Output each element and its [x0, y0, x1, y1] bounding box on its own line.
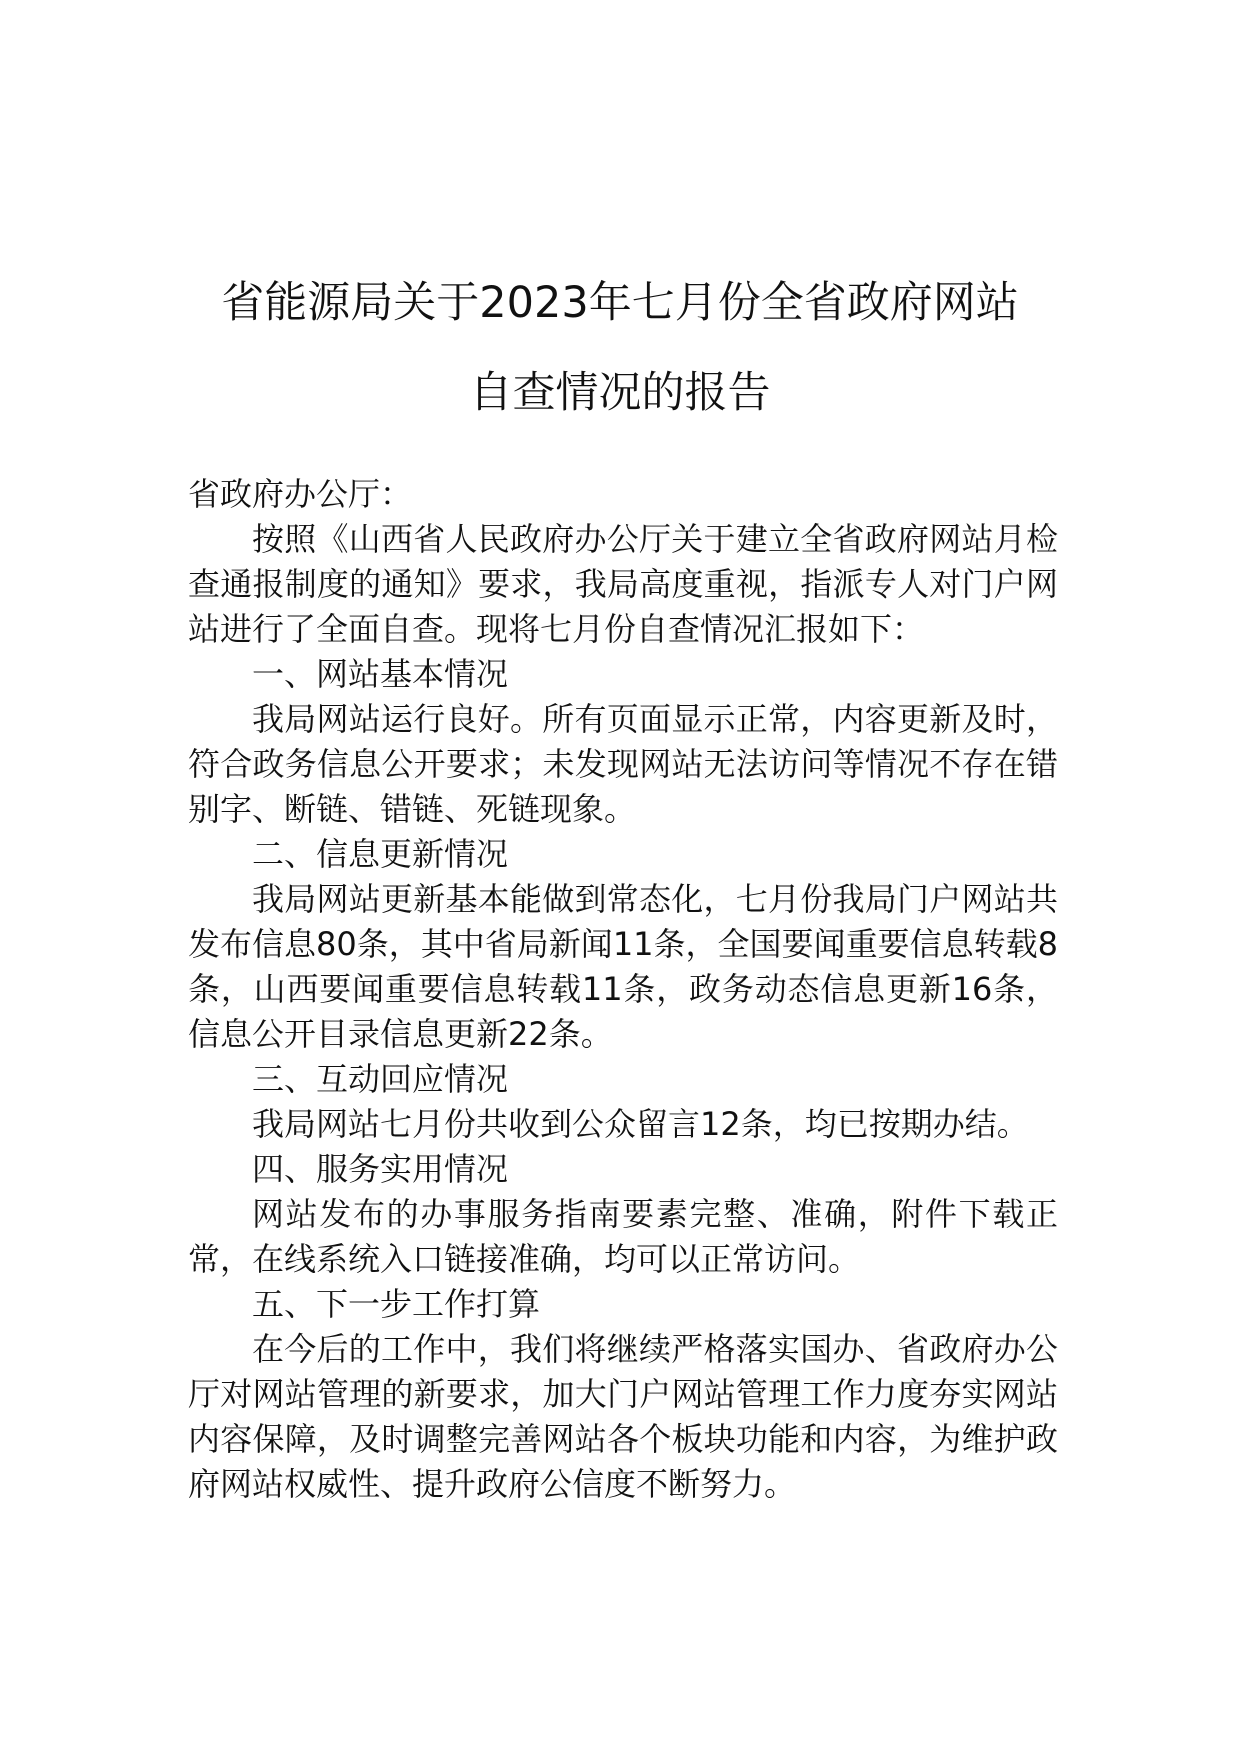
section-heading-2: 二、信息更新情况 [252, 835, 509, 873]
section-text-5: 在今后的工作中，我们将继续严格落实国办、省政府办公厅对网站管理的新要求，加大门户网站管理工作力度夯实网站内容保障，及时调整完善网站各个板块功能和内容，为维护政府网站权威性、提升政府公信度不断努力。 [188, 1330, 1058, 1503]
section-text-2: 我局网站更新基本能做到常态化，七月份我局门户网站共发布信息80条，其中省局新闻11条，全国要闻重要信息转载8条，山西要闻重要信息转载11条，政务动态信息更新16条，信息公开目录信息更新22条。 [188, 880, 1058, 1053]
title-line-1: 省能源局关于2023年七月份全省政府网站 [221, 278, 1019, 328]
title-line-2: 自查情况的报告 [469, 368, 771, 418]
section-text-3: 我局网站七月份共收到公众留言12条，均已按期办结。 [252, 1105, 1029, 1143]
section-text-1: 我局网站运行良好。所有页面显示正常，内容更新及时，符合政务信息公开要求；未发现网站无法访问等情况不存在错别字、断链、错链、死链现象。 [188, 700, 1058, 828]
section-heading-5: 五、下一步工作打算 [252, 1285, 541, 1323]
section-heading-1: 一、网站基本情况 [252, 655, 509, 693]
salutation: 省政府办公厅： [188, 475, 413, 513]
section-heading-3: 三、互动回应情况 [252, 1060, 509, 1098]
document-title [150, 258, 1090, 438]
section-text-4: 网站发布的办事服务指南要素完整、准确，附件下载正常，在线系统入口链接准确，均可以正常访问。 [188, 1195, 1058, 1278]
document-body [188, 472, 1058, 1507]
intro-paragraph: 按照《山西省人民政府办公厅关于建立全省政府网站月检查通报制度的通知》要求，我局高度重视，指派专人对门户网站进行了全面自查。现将七月份自查情况汇报如下： [188, 520, 1058, 648]
section-heading-4: 四、服务实用情况 [252, 1150, 509, 1188]
